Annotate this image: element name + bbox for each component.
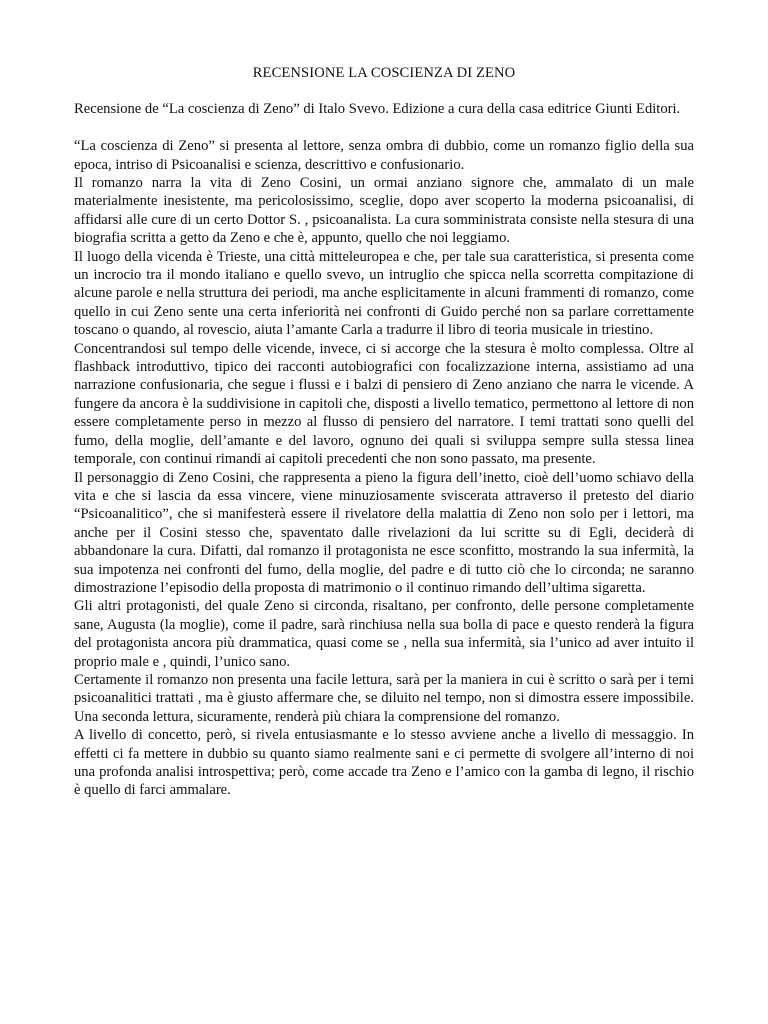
body-text — [74, 137, 694, 800]
document-title: RECENSIONE LA COSCIENZA DI ZENO — [252, 65, 516, 81]
intro-paragraph: Recensione de “La coscienza di Zeno” di Italo Svevo. Edizione a cura della casa editrice Giunti Editori. — [74, 101, 681, 118]
paragraph-4: Concentrandosi sul tempo delle vicende, invece, ci si accorge che la stesura è molto complessa. Oltre al flashback introduttivo, tipico dei racconti autobiografici con focalizzazione interna, assistiamo ad una narrazione confusionaria, che segue i flussi e i balzi di pensiero di Zeno anziano che narra le vicende. A fungere da ancora è la suddivisione in capitoli che, disposti a livello tematico, permettono al lettore di non essere completamente perso in mezzo al flusso di pensiero del narratore. I temi trattati sono quelli del fumo, della moglie, dell’amante e del lavoro, ognuno dei quali si sviluppa sempre sulla stessa linea temporale, con continui rimandi ai capitoli precedenti che non sono passato, ma presente. — [74, 340, 694, 468]
paragraph-6: Gli altri protagonisti, del quale Zeno si circonda, risaltano, per confronto, delle persone completamente sane, Augusta (la moglie), come il padre, sarà rinchiusa nella sua bolla di pace e questo renderà la figura del protagonista ancora più drammatica, quasi come se , nella sua infermità, sia l’unico ad aver intuito il proprio male e , quindi, l’unico sano. — [74, 598, 694, 670]
paragraph-5: Il personaggio di Zeno Cosini, che rappresenta a pieno la figura dell’inetto, cioè dell’uomo schiavo della vita e che si lascia da essa vincere, viene minuziosamente sviscerata attraverso il pretesto del diario “Psicoanalitico”, che si manifesterà essere il rivelatore della malattia di Zeno non solo per i lettori, ma anche per il Cosini stesso che, spaventato dalle rivelazioni da lui scritte su di Egli, deciderà di abbandonare la cura. Difatti, dal romanzo il protagonista ne esce sconfitto, mostrando la sua infermità, la sua impotenza nei confronti del fumo, della moglie, del padre e di tutto ciò che lo circonda; ne saranno dimostrazione l’episodio della proposta di matrimonio o il continuo rimando dell’ultima sigaretta. — [74, 469, 694, 596]
paragraph-1: “La coscienza di Zeno” si presenta al lettore, senza ombra di dubbio, come un romanzo figlio della sua epoca, intriso di Psicoanalisi e scienza, descrittivo e confusionario. — [74, 138, 694, 173]
paragraph-8: A livello di concetto, però, si rivela entusiasmante e lo stesso avviene anche a livello di messaggio. In effetti ci fa mettere in dubbio su quanto siamo realmente sani e ci permette di svolgere all’interno di noi una profonda analisi introspettiva; però, come accade tra Zeno e l’amico con la gamba di legno, il rischio è quello di farci ammalare. — [74, 727, 694, 799]
paragraph-2: Il romanzo narra la vita di Zeno Cosini, un ormai anziano signore che, ammalato di un male materialmente inesistente, ma pericolosissimo, sceglie, dopo aver scoperto la moderna psicoanalisi, di affidarsi alle cure di un certo Dottor S. , psicoanalista. La cura somministrata consiste nella stesura di una biografia scritta a getto da Zeno e che è, appunto, quello che noi leggiamo. — [74, 175, 694, 247]
paragraph-7: Certamente il romanzo non presenta una facile lettura, sarà per la maniera in cui è scritto o sarà per i temi psicoanalitici trattati , ma è giusto affermare che, se diluito nel tempo, non si dimostra essere impossibile. Una seconda lettura, sicuramente, renderà più chiara la comprensione del romanzo. — [74, 671, 694, 725]
paragraph-3: Il luogo della vicenda è Trieste, una città mitteleuropea e che, per tale sua caratteristica, si presenta come un incrocio tra il mondo italiano e quello svevo, un intruglio che spicca nella scorretta compitazione di alcune parole e nella struttura dei periodi, ma anche esplicitamente in alcuni frammenti di romanzo, come quello in cui Zeno sente una certa inferiorità nei confronti di Guido perché non sa parlare correttamente toscano o quando, al rovescio, aiuta l’amante Carla a tradurre il libro di teoria musicale in triestino. — [74, 248, 694, 339]
